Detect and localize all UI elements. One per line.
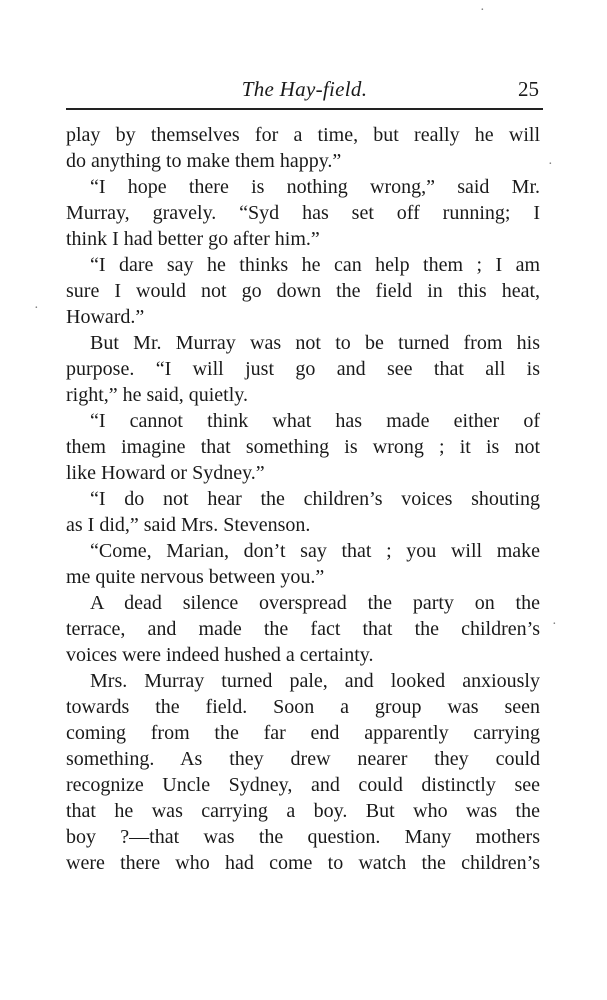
speck-mark: · xyxy=(548,157,553,172)
page-header xyxy=(66,76,543,106)
text-line: me quite nervous between you.” xyxy=(66,566,325,588)
text-line: But Mr. Murray was not to be turned from his xyxy=(90,332,540,354)
running-title: The Hay-field. xyxy=(241,77,368,101)
text-line: coming from the far end apparently carrying xyxy=(66,722,540,744)
text-line: them imagine that something is wrong ; it is not xyxy=(66,436,540,458)
text-line: recognize Uncle Sydney, and could distinctly see xyxy=(66,774,540,796)
text-line: purpose. “I will just go and see that all is xyxy=(66,358,540,380)
text-line: do anything to make them happy.” xyxy=(66,150,342,172)
text-line: “Come, Marian, don’t say that ; you will make xyxy=(90,540,540,562)
text-line: like Howard or Sydney.” xyxy=(66,462,265,484)
speck-mark: · xyxy=(552,617,557,632)
text-line: “I cannot think what has made either of xyxy=(90,410,540,432)
text-line: boy ?—that was the question. Many mothers xyxy=(66,826,540,848)
speck-mark: · xyxy=(480,3,485,18)
text-line: sure I would not go down the field in this heat, xyxy=(66,280,540,302)
text-line: Mrs. Murray turned pale, and looked anxiously xyxy=(90,670,540,692)
text-line: voices were indeed hushed a certainty. xyxy=(66,644,374,666)
text-line: right,” he said, quietly. xyxy=(66,384,248,406)
page-number: 25 xyxy=(518,77,539,101)
text-line: “I dare say he thinks he can help them ; I am xyxy=(90,254,540,276)
text-line: “I do not hear the children’s voices shouting xyxy=(90,488,540,510)
text-line: A dead silence overspread the party on the xyxy=(90,592,540,614)
text-line: Murray, gravely. “Syd has set off running; I xyxy=(66,202,540,224)
text-line: “I hope there is nothing wrong,” said Mr. xyxy=(90,176,540,198)
text-line: that he was carrying a boy. But who was the xyxy=(66,800,540,822)
text-line: were there who had come to watch the children’s xyxy=(66,852,540,874)
text-line: towards the field. Soon a group was seen xyxy=(66,696,540,718)
text-line: think I had better go after him.” xyxy=(66,228,320,250)
text-line: something. As they drew nearer they could xyxy=(66,748,540,770)
text-line: terrace, and made the fact that the children’s xyxy=(66,618,540,640)
speck-mark: · xyxy=(34,301,39,316)
text-line: Howard.” xyxy=(66,306,145,328)
text-line: play by themselves for a time, but really he will xyxy=(66,124,540,146)
header-rule xyxy=(66,108,543,110)
body-text xyxy=(66,122,540,876)
text-line: as I did,” said Mrs. Stevenson. xyxy=(66,514,311,536)
